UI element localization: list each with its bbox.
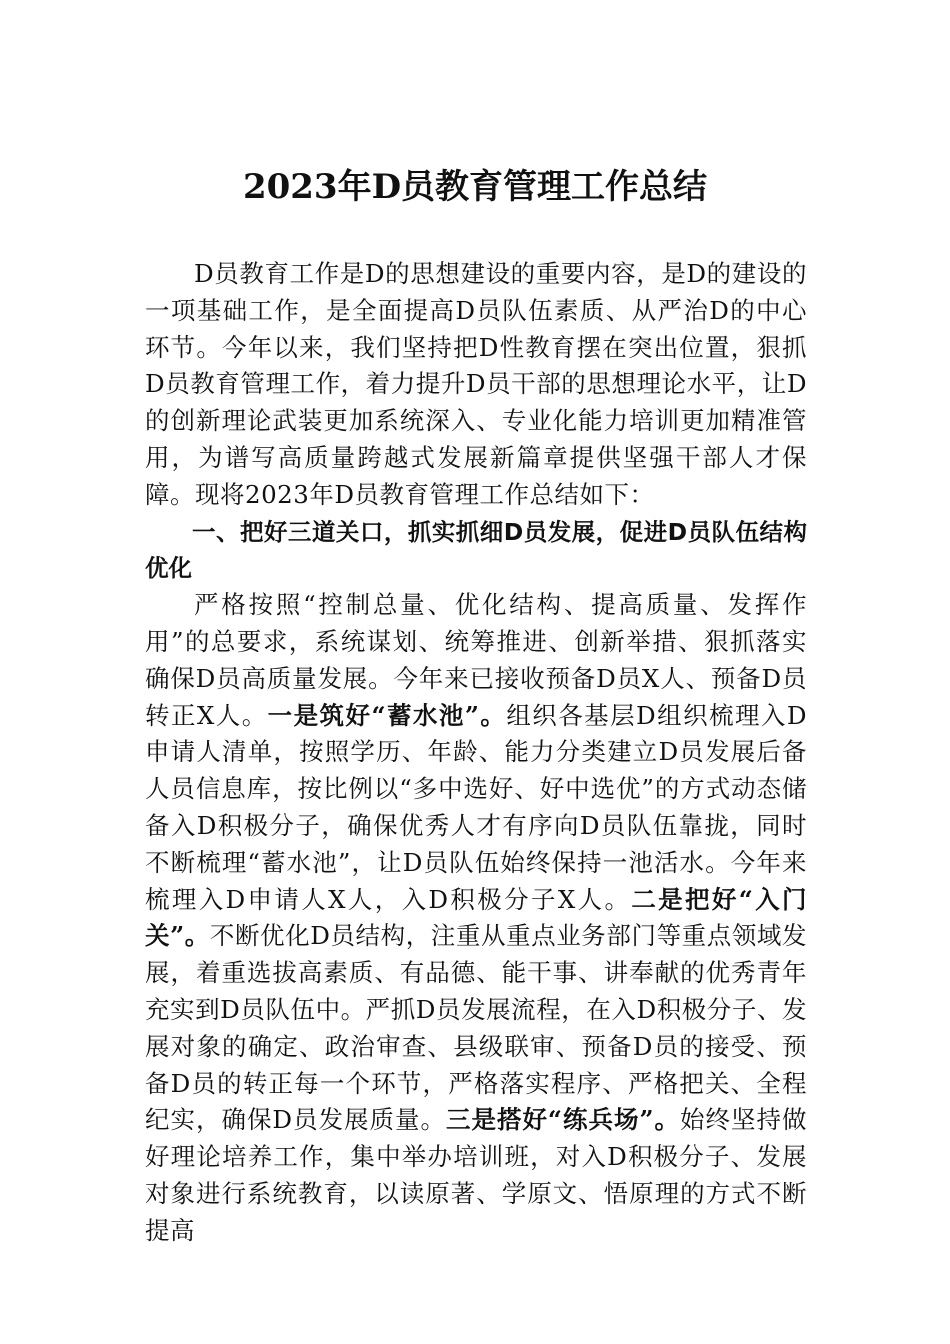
document-title: 2023年D员教育管理工作总结 bbox=[242, 167, 708, 207]
document-body bbox=[145, 256, 807, 1250]
intro-paragraph: D员教育工作是D的思想建设的重要内容，是D的建设的一项基础工作，是全面提高D员队伍素质、从严治D的中心环节。今年以来，我们坚持把D性教育摆在突出位置，狠抓D员教育管理工作，着力提升D员干部的思想理论水平，让D的创新理论武装更加系统深入、专业化能力培训更加精准管用，为谱写高质量跨越式发展新篇章提供坚强干部人才保障。现将2023年D员教育管理工作总结如下： bbox=[145, 259, 807, 509]
point-2-label: 二是把好“入门关”。 bbox=[145, 884, 808, 951]
point-1-text: 组织各基层D组织梳理入D申请人清单，按照学历、年龄、能力分类建立D员发展后备人员信息库，按比例以“多中选好、好中选优”的方式动态储备入D积极分子，确保优秀人才有序向D员队伍靠拢，同时不断梳理“蓄水池”，让D员队伍始终保持一池活水。今年来梳理入D申请人X人，入D积极分子X人。 bbox=[145, 700, 807, 914]
section-heading-1: 一、把好三道关口，抓实抓细D员发展，促进D员队伍结构优化 bbox=[145, 517, 807, 583]
point-1-label: 一是筑好“蓄水池”。 bbox=[267, 700, 507, 730]
point-2-text: 不断优化D员结构，注重从重点业务部门等重点领域发展，着重选拔高素质、有品德、能干事、讲奉献的优秀青年充实到D员队伍中。严抓D员发展流程，在入D积极分子、发展对象的确定、政治审查、县级联审、预备D员的接受、预备D员的转正每一个环节，严格落实程序、严格把关、全程纪实，确保D员发展质量。 bbox=[145, 921, 808, 1135]
section-1-paragraph bbox=[145, 587, 807, 1249]
section-1-intro-text: 严格按照“控制总量、优化结构、提高质量、发挥作用”的总要求，系统谋划、统筹推进、创新举措、狠抓落实确保D员高质量发展。今年来已接收预备D员X人、预备D员转正X人。 bbox=[145, 590, 807, 730]
point-3-label: 三是搭好“练兵场”。 bbox=[445, 1105, 681, 1135]
point-3-text: 始终坚持做好理论培养工作，集中举办培训班，对入D积极分子、发展对象进行系统教育，以读原著、学原文、悟原理的方式不断提高 bbox=[145, 1105, 807, 1245]
